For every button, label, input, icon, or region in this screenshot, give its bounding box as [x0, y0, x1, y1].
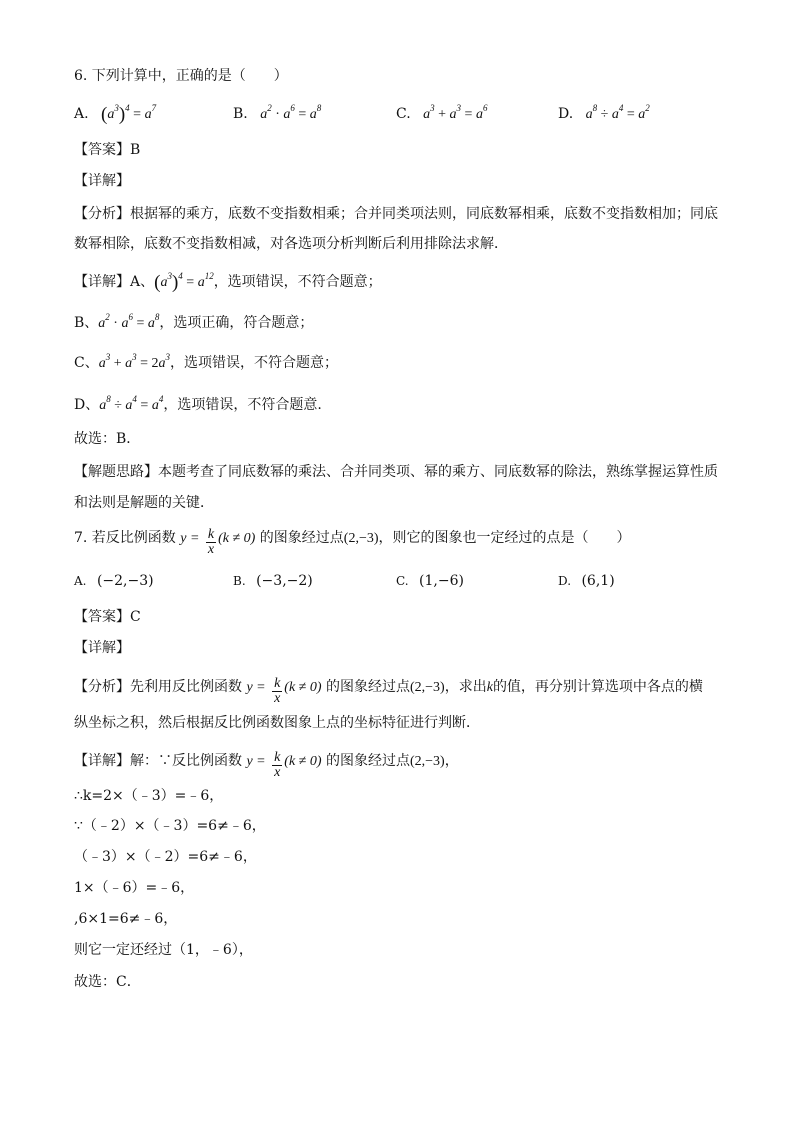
option-letter: B. — [233, 106, 248, 122]
detail-tag: 【详解】 — [74, 274, 130, 290]
q7-stem-suffix: ，则它的图象也一定经过的点是（ ） — [378, 530, 631, 546]
q6-option-b-expr: $a^2 \cdot a^6 = a^8$ — [260, 103, 322, 122]
option-letter: A. — [74, 106, 89, 122]
analysis-text: 的值，再分别计算选项中各点的横 — [492, 679, 703, 695]
function-condition: (k ≠ 0) — [284, 754, 322, 769]
q7-option-c-expr: (1,−6) — [419, 573, 464, 589]
option-letter: D. — [558, 574, 572, 588]
option-letter: C. — [396, 106, 411, 122]
q7-option-b-expr: (−3,−2) — [256, 573, 313, 589]
q7-step: ∵（﹣2）×（﹣3）=6≠﹣6， — [74, 818, 266, 834]
fraction-denominator: x — [274, 765, 281, 780]
analysis-text: 先利用反比例函数 — [130, 679, 242, 695]
detail-tag: 【详解】 — [74, 753, 130, 769]
detail-text: 解：∵反比例函数 — [130, 753, 242, 769]
detail-verdict: ，选项错误，不符合题意； — [213, 274, 382, 290]
analysis-text: 根据幂的乘方，底数不变指数相乘；合并同类项法则，同底数幂相乘，底数不变指数相加；同底 — [130, 206, 718, 222]
q6-stem: 6. 下列计算中，正确的是（ ） — [74, 68, 288, 84]
q7-step: ∴k=2×（﹣3）=﹣6， — [74, 788, 224, 804]
q6-analysis-line-2: 数幂相除，底数不变指数相减，对各选项分析判断后利用排除法求解． — [74, 236, 508, 252]
function-condition: (k ≠ 0) — [284, 680, 322, 695]
q7-step: 故选：C． — [74, 974, 141, 990]
q6-option-b — [233, 104, 321, 125]
q6-detail-d-expr: $a^8 \div a^4 = a^4$ — [99, 394, 164, 413]
option-letter: C. — [396, 574, 409, 588]
q6-choose: 故选：B． — [74, 431, 141, 447]
q6-option-c-expr: $a^3 + a^3 = a^6$ — [423, 103, 488, 122]
fraction-denominator: x — [274, 691, 281, 706]
fraction-k-over-x — [272, 751, 282, 780]
q7-point: (2,−3) — [409, 754, 445, 769]
option-letter: B. — [233, 574, 246, 588]
answer-value: B — [130, 142, 141, 158]
q7-stem-mid: 的图象经过点 — [259, 530, 344, 546]
q6-detail-b — [74, 313, 313, 334]
q7-analysis-line-1 — [74, 677, 703, 706]
q7-step: （﹣3）×（﹣2）=6≠﹣6， — [74, 849, 257, 865]
q6-detail-c-expr: $a^3 + a^3 = 2a^3$ — [98, 352, 171, 371]
fraction-k-over-x — [206, 528, 216, 557]
k-variable: k — [486, 680, 493, 695]
fraction-denominator: x — [207, 542, 215, 557]
q7-stem — [74, 528, 631, 557]
q7-point: (2,−3) — [409, 680, 445, 695]
detail-text: 的图象经过点 — [325, 753, 410, 769]
q7-option-d — [558, 571, 615, 591]
q6-detail-a — [74, 272, 382, 293]
q6-detail-a-expr: $(a^3)^4 = a^{12}$ — [154, 271, 214, 293]
detail-text: ， — [444, 753, 459, 769]
detail-label: B、 — [74, 315, 99, 331]
q6-option-c — [396, 104, 487, 125]
detail-label: A、 — [130, 274, 155, 290]
q6-option-a-expr: $(a^3)^4 = a^7$ — [101, 103, 157, 125]
detail-verdict: ，选项错误，不符合题意； — [170, 355, 339, 371]
function-lhs: y = — [246, 680, 266, 695]
answer-tag: 【答案】 — [74, 609, 130, 625]
q7-option-c — [396, 571, 464, 591]
detail-verdict: ，选项正确，符合题意； — [159, 315, 314, 331]
option-letter: D. — [558, 106, 574, 122]
option-letter: A. — [74, 574, 87, 588]
analysis-tag: 【分析】 — [74, 206, 130, 222]
analysis-text: 的图象经过点 — [325, 679, 410, 695]
fraction-numerator: k — [274, 676, 281, 691]
function-lhs: y = — [180, 531, 200, 546]
q6-option-d — [558, 104, 650, 125]
answer-value: C — [130, 609, 141, 625]
q7-answer — [74, 607, 141, 627]
fraction-numerator: k — [274, 750, 281, 765]
q6-thought-line-2: 和法则是解题的关键． — [74, 495, 214, 511]
fraction-numerator: k — [207, 527, 215, 542]
function-condition: (k ≠ 0) — [218, 531, 256, 546]
q6-thought-line-1 — [74, 462, 718, 482]
q7-option-a — [74, 571, 154, 591]
answer-tag: 【答案】 — [74, 142, 130, 158]
q6-option-d-expr: $a^8 \div a^4 = a^2$ — [585, 103, 650, 122]
thought-text: 本题考查了同底数幂的乘法、合并同类项、幂的乘方、同底数幂的除法，熟练掌握运算性质 — [158, 464, 718, 480]
q6-detail-heading: 【详解】 — [74, 173, 130, 189]
q7-analysis-line-2: 纵坐标之积，然后根据反比例函数图象上点的坐标特征进行判断． — [74, 715, 480, 731]
q6-detail-b-expr: $a^2 \cdot a^6 = a^8$ — [98, 312, 160, 331]
thought-tag: 【解题思路】 — [74, 464, 158, 480]
q6-option-a — [74, 104, 156, 125]
q7-option-a-expr: (−2,−3) — [96, 573, 154, 589]
detail-label: C、 — [74, 355, 99, 371]
function-lhs: y = — [246, 754, 266, 769]
q7-option-d-expr: (6,1) — [581, 573, 615, 589]
detail-label: D、 — [74, 397, 100, 413]
q7-option-b — [233, 571, 313, 591]
q7-point: (2,−3) — [343, 531, 379, 546]
q6-analysis-line-1 — [74, 204, 718, 224]
q7-step: 1×（﹣6）=﹣6， — [74, 880, 195, 896]
analysis-text: ，求出 — [444, 679, 487, 695]
q7-detail-heading: 【详解】 — [74, 640, 130, 656]
q7-detail-line — [74, 751, 459, 780]
analysis-tag: 【分析】 — [74, 679, 130, 695]
q6-answer — [74, 140, 140, 160]
q7-step: 则它一定还经过（1，﹣6）， — [74, 942, 253, 958]
q7-step: ,6×1=6≠﹣6， — [74, 911, 178, 927]
q7-stem-prefix: 7. 若反比例函数 — [74, 530, 176, 546]
detail-verdict: ，选项错误，不符合题意. — [163, 397, 322, 413]
q6-detail-d — [74, 395, 322, 416]
q6-detail-c — [74, 353, 338, 374]
fraction-k-over-x — [272, 677, 282, 706]
